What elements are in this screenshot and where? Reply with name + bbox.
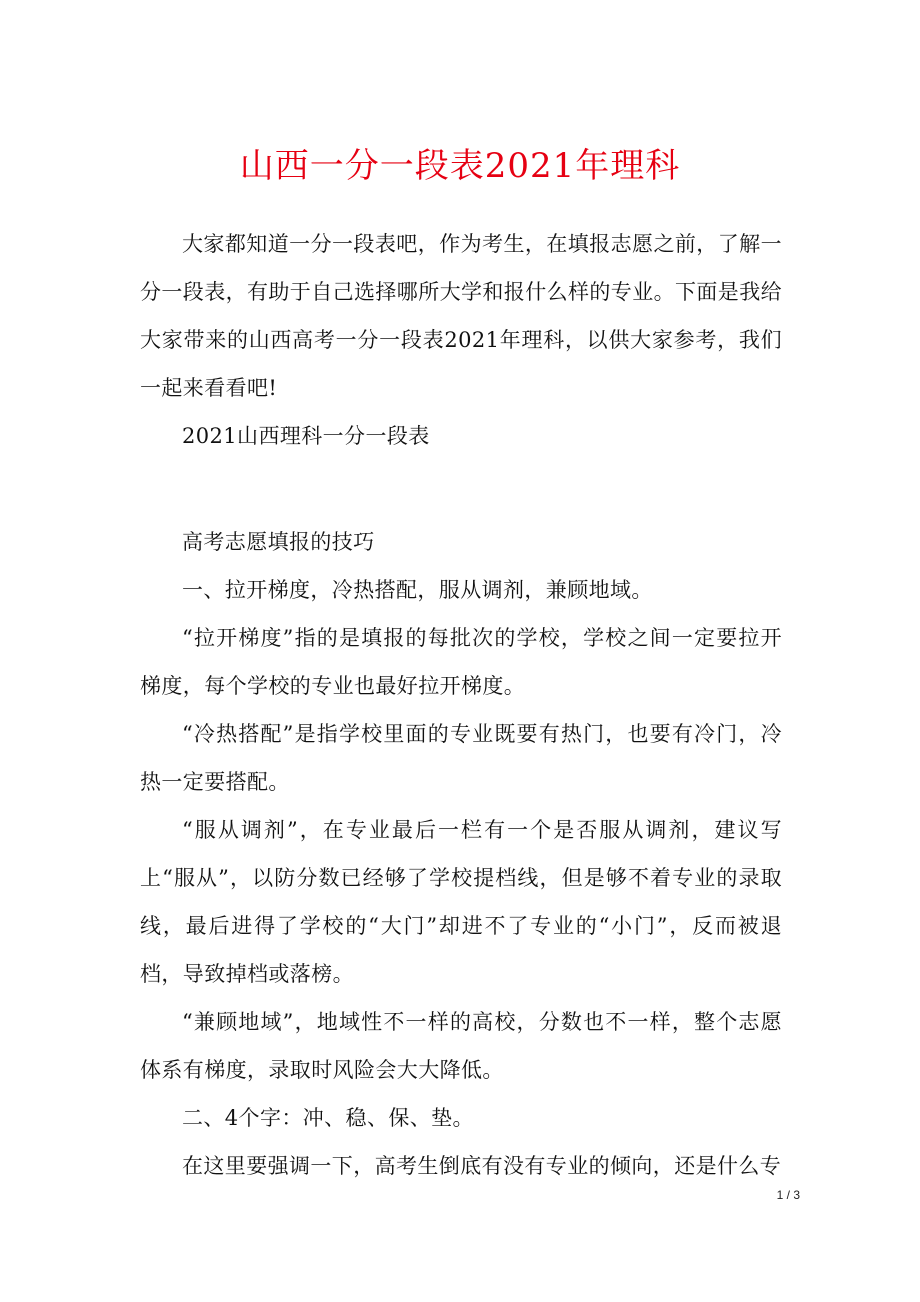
paragraph-gradient: “拉开梯度”指的是填报的每批次的学校，学校之间一定要拉开梯度，每个学校的专业也最好拉开梯度。 (140, 626, 782, 698)
paragraph-adjustment: “服从调剂”，在专业最后一栏有一个是否服从调剂，建议写上“服从”，以防分数已经够了学校提档线，但是够不着专业的录取线，最后进得了学校的“大门”却进不了专业的“小门”，反而被退档，导致掉档或落榜。 (140, 818, 782, 986)
paragraph-emphasis: 在这里要强调一下，高考生倒底有没有专业的倾向，还是什么专 (182, 1154, 782, 1178)
tip-heading-1: 一、拉开梯度，冷热搭配，服从调剂，兼顾地域。 (182, 578, 653, 602)
table-caption: 2021山西理科一分一段表 (182, 424, 430, 448)
document-body (140, 220, 782, 1190)
section-heading: 高考志愿填报的技巧 (182, 530, 375, 554)
tip-heading-2: 二、4个字：冲、稳、保、垫。 (182, 1106, 474, 1130)
page-number: 1 / 3 (776, 1188, 800, 1202)
intro-paragraph: 大家都知道一分一段表吧，作为考生，在填报志愿之前，了解一分一段表，有助于自己选择哪所大学和报什么样的专业。下面是我给大家带来的山西高考一分一段表2021年理科，以供大家参考，我们一起来看看吧! (140, 232, 782, 400)
paragraph-hot-cold: “冷热搭配”是指学校里面的专业既要有热门，也要有冷门，冷热一定要搭配。 (140, 722, 782, 794)
paragraph-region: “兼顾地域”，地域性不一样的高校，分数也不一样，整个志愿体系有梯度，录取时风险会大大降低。 (140, 1010, 782, 1082)
page-title: 山西一分一段表2021年理科 (239, 146, 681, 186)
